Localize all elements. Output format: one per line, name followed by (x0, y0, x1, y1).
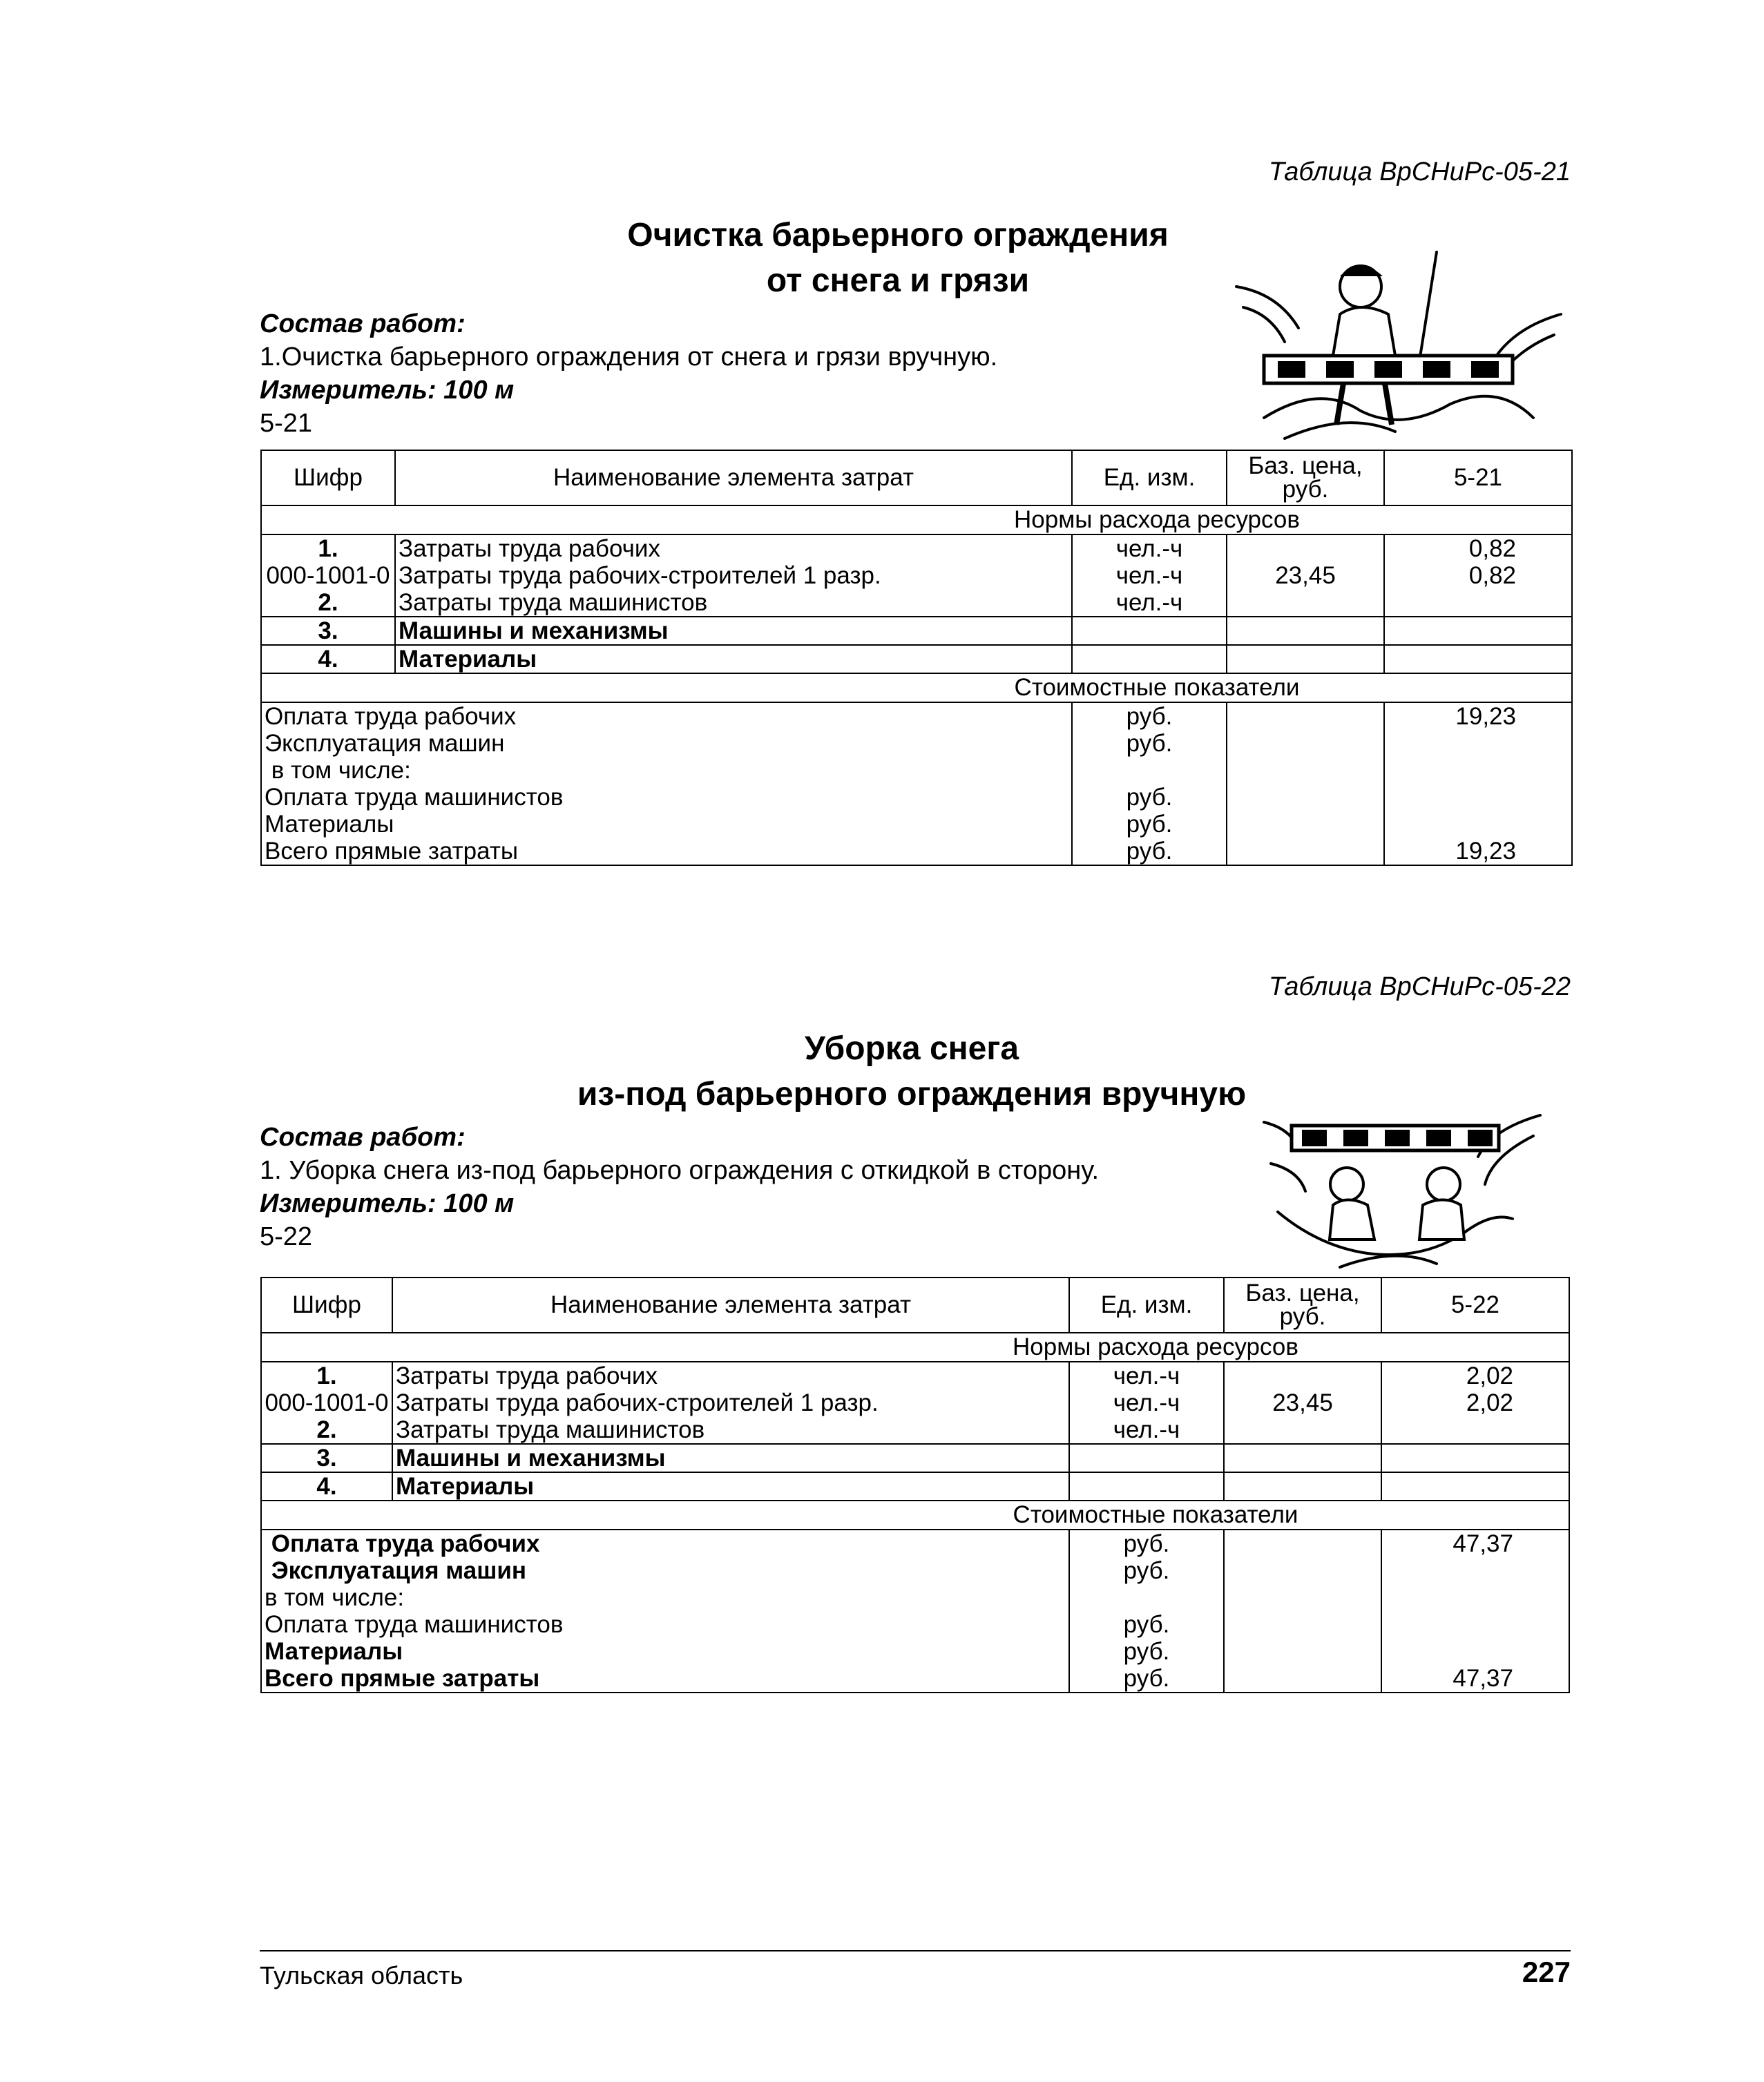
row-price (1227, 589, 1384, 617)
row-value (1384, 645, 1572, 673)
cost-table-row (261, 811, 1572, 838)
title-line-2: из-под барьерного ограждения вручную (577, 1076, 1247, 1112)
cost-unit: руб. (1069, 1530, 1224, 1557)
cost-unit: руб. (1072, 730, 1227, 757)
row-price (1224, 1416, 1381, 1444)
row-unit: чел.-ч (1072, 589, 1227, 617)
row-unit (1072, 645, 1227, 673)
row-price (1224, 1362, 1381, 1389)
header-code: 5-21 (1384, 450, 1572, 505)
table-row (261, 534, 1572, 562)
composition-label-1: Состав работ: (260, 309, 466, 338)
table-row (261, 645, 1572, 673)
norms-label: Нормы расхода ресурсов (261, 1333, 1569, 1362)
section-title-2 (483, 1026, 1340, 1117)
row-unit: чел.-ч (1069, 1362, 1224, 1389)
row-unit (1069, 1472, 1224, 1501)
row-name: Затраты труда машинистов (392, 1416, 1069, 1444)
header-price: Баз. цена, руб. (1224, 1278, 1381, 1333)
row-unit: чел.-ч (1069, 1416, 1224, 1444)
row-value (1381, 1444, 1569, 1472)
workers-removing-snow-illustration (1257, 1108, 1547, 1274)
cost-name: Материалы (261, 811, 1072, 838)
cost-unit (1072, 757, 1227, 784)
section-title-1 (553, 213, 1243, 304)
row-cipher: 4. (261, 1472, 392, 1501)
cost-label: Стоимостные показатели (261, 673, 1572, 702)
cost-name: в том числе: (261, 1584, 1069, 1611)
cost-price-empty (1224, 1638, 1381, 1665)
cost-table-row (261, 757, 1572, 784)
row-price: 23,45 (1224, 1389, 1381, 1416)
cost-table-row (261, 1557, 1569, 1584)
header-name: Наименование элемента затрат (392, 1278, 1069, 1333)
cost-value: 47,37 (1381, 1665, 1569, 1693)
row-name: Материалы (392, 1472, 1069, 1501)
table-row (261, 589, 1572, 617)
row-value: 2,02 (1381, 1389, 1569, 1416)
row-name: Затраты труда рабочих-строителей 1 разр. (395, 562, 1072, 589)
cost-unit: руб. (1069, 1611, 1224, 1638)
cost-price-empty (1227, 838, 1384, 865)
row-unit: чел.-ч (1072, 534, 1227, 562)
cost-price-empty (1227, 757, 1384, 784)
cost-price-empty (1227, 811, 1384, 838)
norms-label: Нормы расхода ресурсов (261, 505, 1572, 534)
row-name: Затраты труда рабочих (392, 1362, 1069, 1389)
cost-value: 19,23 (1384, 702, 1572, 730)
row-value (1384, 617, 1572, 645)
row-price (1227, 617, 1384, 645)
norms-row (261, 1333, 1569, 1362)
cost-unit (1069, 1584, 1224, 1611)
cost-unit: руб. (1072, 784, 1227, 811)
code-2: 5-22 (260, 1222, 313, 1251)
row-value (1381, 1416, 1569, 1444)
cost-value (1381, 1584, 1569, 1611)
row-cipher: 2. (261, 1416, 392, 1444)
row-price (1224, 1472, 1381, 1501)
table-row (261, 617, 1572, 645)
row-unit (1069, 1444, 1224, 1472)
cost-table-row (261, 784, 1572, 811)
cost-table-row (261, 1584, 1569, 1611)
header-cipher: Шифр (261, 1278, 392, 1333)
cost-price-empty (1224, 1530, 1381, 1557)
cost-value: 19,23 (1384, 838, 1572, 865)
row-unit (1072, 617, 1227, 645)
cost-value (1381, 1611, 1569, 1638)
cost-table-row (261, 838, 1572, 865)
cost-price-empty (1227, 730, 1384, 757)
row-value: 2,02 (1381, 1362, 1569, 1389)
worker-cleaning-barrier-illustration (1223, 245, 1568, 445)
table-row (261, 1472, 1569, 1501)
cost-unit: руб. (1072, 702, 1227, 730)
cost-name: Эксплуатация машин (261, 730, 1072, 757)
cost-value (1384, 757, 1572, 784)
header-code: 5-22 (1381, 1278, 1569, 1333)
cost-price-empty (1224, 1611, 1381, 1638)
row-name: Машины и механизмы (395, 617, 1072, 645)
title-line-2: от снега и грязи (766, 262, 1030, 299)
row-cipher: 3. (261, 617, 395, 645)
table-ref-1: Таблица ВрСНиРс-05-21 (1268, 157, 1571, 186)
row-name: Затраты труда машинистов (395, 589, 1072, 617)
cost-value: 47,37 (1381, 1530, 1569, 1557)
table-header-row (261, 450, 1572, 505)
row-price: 23,45 (1227, 562, 1384, 589)
page-number: 227 (1522, 1956, 1571, 1988)
cost-name: Оплата труда машинистов (261, 784, 1072, 811)
table-ref-2: Таблица ВрСНиРс-05-22 (1268, 972, 1571, 1001)
row-name: Материалы (395, 645, 1072, 673)
row-price (1224, 1444, 1381, 1472)
header-price: Баз. цена, руб. (1227, 450, 1384, 505)
header-unit: Ед. изм. (1072, 450, 1227, 505)
table-row (261, 1416, 1569, 1444)
header-name: Наименование элемента затрат (395, 450, 1072, 505)
cost-name: Оплата труда рабочих (261, 1530, 1069, 1557)
title-line-1: Очистка барьерного ограждения (627, 217, 1169, 253)
cost-name: Всего прямые затраты (261, 1665, 1069, 1693)
cost-name: Всего прямые затраты (261, 838, 1072, 865)
cost-name: в том числе: (261, 757, 1072, 784)
cost-value (1384, 784, 1572, 811)
cost-unit: руб. (1069, 1638, 1224, 1665)
cost-table-row (261, 1530, 1569, 1557)
row-value (1384, 589, 1572, 617)
cost-table-row (261, 702, 1572, 730)
footer-region: Тульская область (260, 1961, 463, 1989)
row-cipher: 4. (261, 645, 395, 673)
cost-row (261, 1501, 1569, 1530)
row-unit: чел.-ч (1072, 562, 1227, 589)
composition-label-2: Состав работ: (260, 1123, 466, 1152)
cost-table-row (261, 1611, 1569, 1638)
table-row (261, 562, 1572, 589)
cost-label: Стоимостные показатели (261, 1501, 1569, 1530)
row-cipher: 1. (261, 1362, 392, 1389)
row-price (1227, 534, 1384, 562)
cost-price-empty (1224, 1557, 1381, 1584)
cost-price-empty (1227, 784, 1384, 811)
row-cipher: 1. (261, 534, 395, 562)
header-unit: Ед. изм. (1069, 1278, 1224, 1333)
cost-name: Эксплуатация машин (261, 1557, 1069, 1584)
estimate-table-1 (260, 450, 1573, 866)
row-cipher: 000-1001-0 (261, 562, 395, 589)
cost-name: Оплата труда рабочих (261, 702, 1072, 730)
header-cipher: Шифр (261, 450, 395, 505)
cost-unit: руб. (1069, 1665, 1224, 1693)
row-unit: чел.-ч (1069, 1389, 1224, 1416)
cost-table-row (261, 1638, 1569, 1665)
cost-row (261, 673, 1572, 702)
row-cipher: 000-1001-0 (261, 1389, 392, 1416)
cost-value (1381, 1557, 1569, 1584)
row-value: 0,82 (1384, 562, 1572, 589)
title-line-1: Уборка снега (804, 1030, 1019, 1067)
cost-table-row (261, 1665, 1569, 1693)
footer-divider (260, 1950, 1571, 1951)
row-value: 0,82 (1384, 534, 1572, 562)
cost-price-empty (1224, 1584, 1381, 1611)
cost-value (1384, 730, 1572, 757)
table-row (261, 1389, 1569, 1416)
table-row (261, 1444, 1569, 1472)
cost-price-empty (1224, 1665, 1381, 1693)
norms-row (261, 505, 1572, 534)
row-cipher: 3. (261, 1444, 392, 1472)
cost-value (1384, 811, 1572, 838)
cost-table-row (261, 730, 1572, 757)
code-1: 5-21 (260, 409, 313, 438)
table-row (261, 1362, 1569, 1389)
cost-name: Материалы (261, 1638, 1069, 1665)
row-cipher: 2. (261, 589, 395, 617)
row-name: Затраты труда рабочих (395, 534, 1072, 562)
composition-text-1: 1.Очистка барьерного ограждения от снега и грязи вручную. (260, 343, 998, 372)
row-name: Затраты труда рабочих-строителей 1 разр. (392, 1389, 1069, 1416)
row-price (1227, 645, 1384, 673)
cost-price-empty (1227, 702, 1384, 730)
cost-unit: руб. (1072, 838, 1227, 865)
cost-unit: руб. (1069, 1557, 1224, 1584)
estimate-table-2 (260, 1277, 1570, 1693)
row-value (1381, 1472, 1569, 1501)
cost-unit: руб. (1072, 811, 1227, 838)
cost-name: Оплата труда машинистов (261, 1611, 1069, 1638)
table-header-row (261, 1278, 1569, 1333)
measure-label-2: Измеритель: 100 м (260, 1189, 515, 1218)
composition-text-2: 1. Уборка снега из-под барьерного ограждения с откидкой в сторону. (260, 1156, 1099, 1185)
row-name: Машины и механизмы (392, 1444, 1069, 1472)
measure-label-1: Измеритель: 100 м (260, 376, 515, 405)
cost-value (1381, 1638, 1569, 1665)
